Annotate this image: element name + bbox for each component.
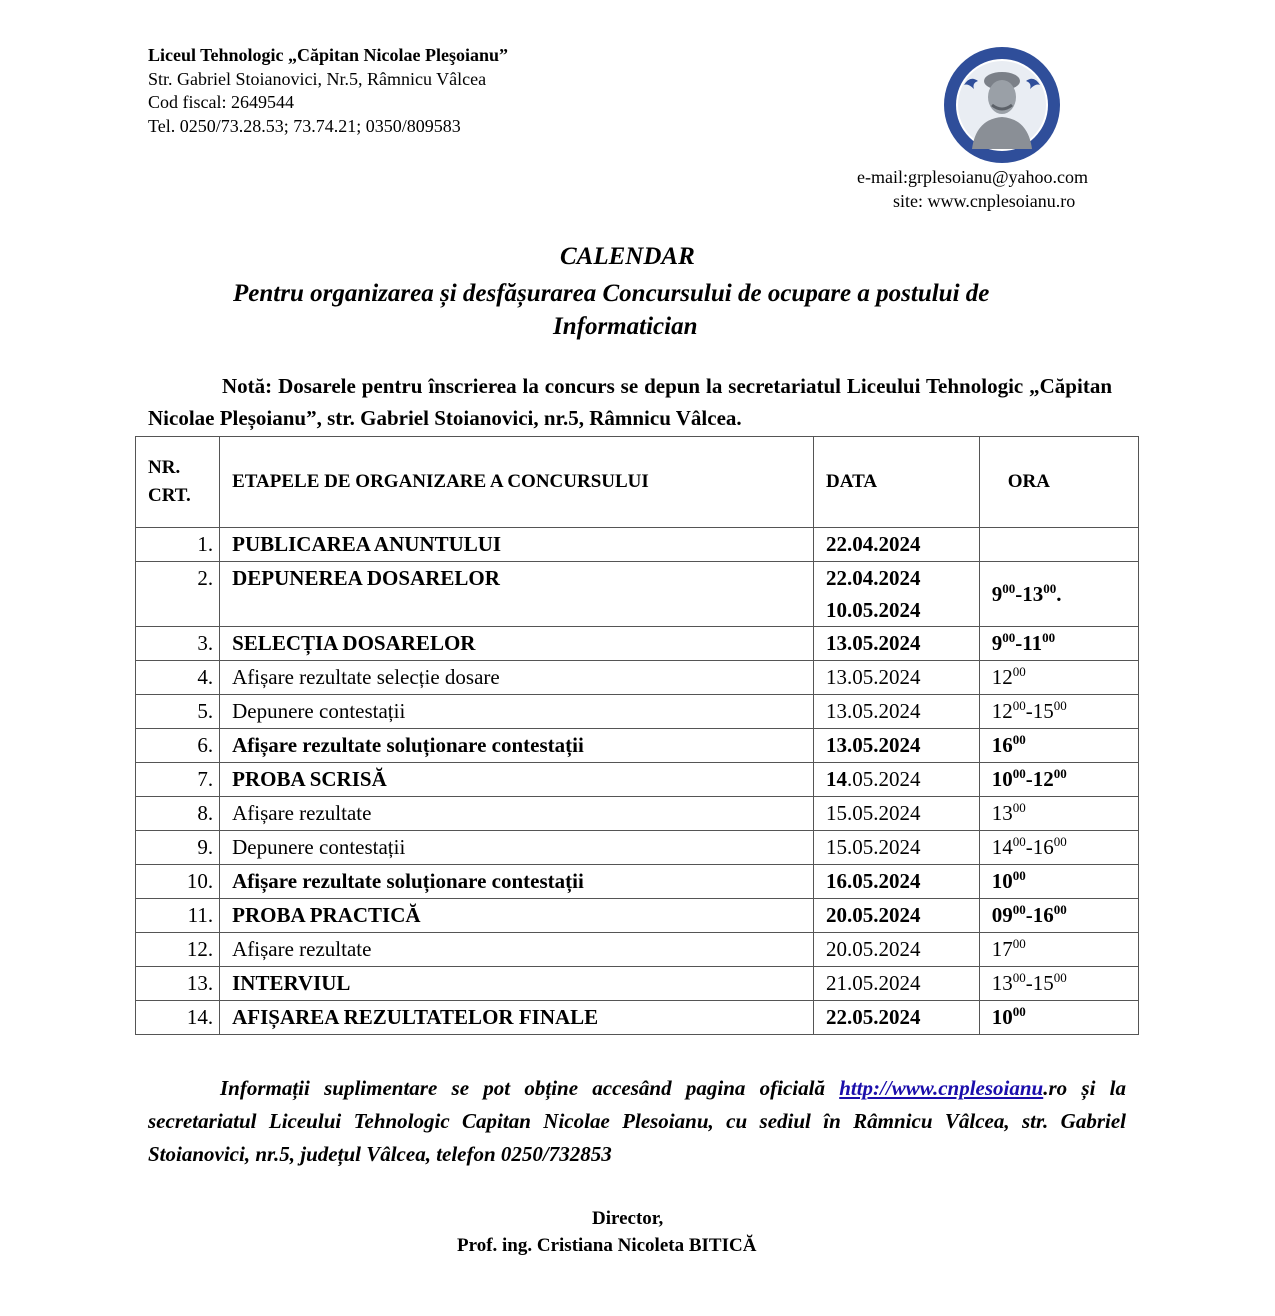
phone-numbers: Tel. 0250/73.28.53; 73.74.21; 0350/809583 (148, 115, 461, 136)
contact-email: e-mail:grplesoianu@yahoo.com (857, 167, 1089, 187)
header-data: DATA (814, 437, 980, 528)
director-role: Director, (592, 1208, 664, 1229)
table-row: 3. SELECȚIA DOSARELOR 13.05.2024 $9^{00}-11^{00}$ (136, 627, 1139, 661)
table-row: 1. PUBLICAREA ANUNTULUI 22.04.2024 (136, 528, 1139, 562)
table-row: 5. Depunere contestații 13.05.2024 $12^{00}-15^{00}$ (136, 695, 1139, 729)
title-subtitle: Pentru organizarea și desfășurarea Concursului de ocupare a postului de (233, 280, 990, 307)
table-row: 14. AFIȘAREA REZULTATELOR FINALE 22.05.2024 $10^{00}$ (136, 1001, 1139, 1035)
title-calendar: CALENDAR (560, 243, 695, 270)
table-row: 7. PROBA SCRISĂ 14.05.2024 $10^{00}-12^{00}$ (136, 763, 1139, 797)
table-row: 13. INTERVIUL 21.05.2024 $13^{00}-15^{00}$ (136, 967, 1139, 1001)
registration-note: Notă: Dosarele pentru înscrierea la concurs se depun la secretariatul Liceului Tehnologic „Căpitan Nicolae Pleșoianu”, str. Gabriel Stoianovici, nr.5, Râmnicu Vâlcea. (148, 374, 1112, 430)
director-name: Prof. ing. Cristiana Nicoleta BITICĂ (457, 1235, 757, 1256)
table-row: 12. Afișare rezultate 20.05.2024 $17^{00}$ (136, 933, 1139, 967)
additional-info: Informații suplimentare se pot obține accesând pagina oficială http://www.cnplesoianu.ro și la secretariatul Liceului Tehnologic Capitan Nicolae Plesoianu, cu sediul în Râmnicu Vâlcea, str. Gabriel Stoianovici, nr.5, județul Vâlcea, telefon 0250/732853 (148, 1076, 1127, 1166)
table-row: 11. PROBA PRACTICĂ 20.05.2024 $09^{00}-16^{00}$ (136, 899, 1139, 933)
school-header (148, 44, 508, 138)
official-site-link[interactable]: http://www.cnplesoianu (839, 1076, 1044, 1100)
table-row: 4. Afișare rezultate selecție dosare 13.05.2024 $12^{00}$ (136, 661, 1139, 695)
school-name: Liceul Tehnologic „Căpitan Nicolae Pleşoianu” (148, 45, 509, 65)
contact-site: site: www.cnplesoianu.ro (893, 191, 1076, 211)
school-address: Str. Gabriel Stoianovici, Nr.5, Râmnicu Vâlcea (148, 68, 487, 89)
title-position: Informatician (553, 313, 698, 340)
table-header-row (136, 437, 1139, 528)
table-row: 2. DEPUNEREA DOSARELOR 22.04.2024 10.05.2024 $9^{00}-13^{00}$. (136, 562, 1139, 627)
header-nr: NR. CRT. (136, 437, 220, 528)
school-seal-icon (942, 45, 1062, 165)
header-ora: ORA (979, 437, 1138, 528)
table-row: 9. Depunere contestații 15.05.2024 $14^{00}-16^{00}$ (136, 831, 1139, 865)
table-row: 8. Afișare rezultate 15.05.2024 $13^{00}$ (136, 797, 1139, 831)
fiscal-code: Cod fiscal: 2649544 (148, 92, 294, 112)
table-row: 10. Afișare rezultate soluționare contestații 16.05.2024 $10^{00}$ (136, 865, 1139, 899)
header-etape: ETAPELE DE ORGANIZARE A CONCURSULUI (220, 437, 814, 528)
table-row: 6. Afișare rezultate soluționare contestații 13.05.2024 $16^{00}$ (136, 729, 1139, 763)
schedule-table (135, 436, 1139, 1035)
